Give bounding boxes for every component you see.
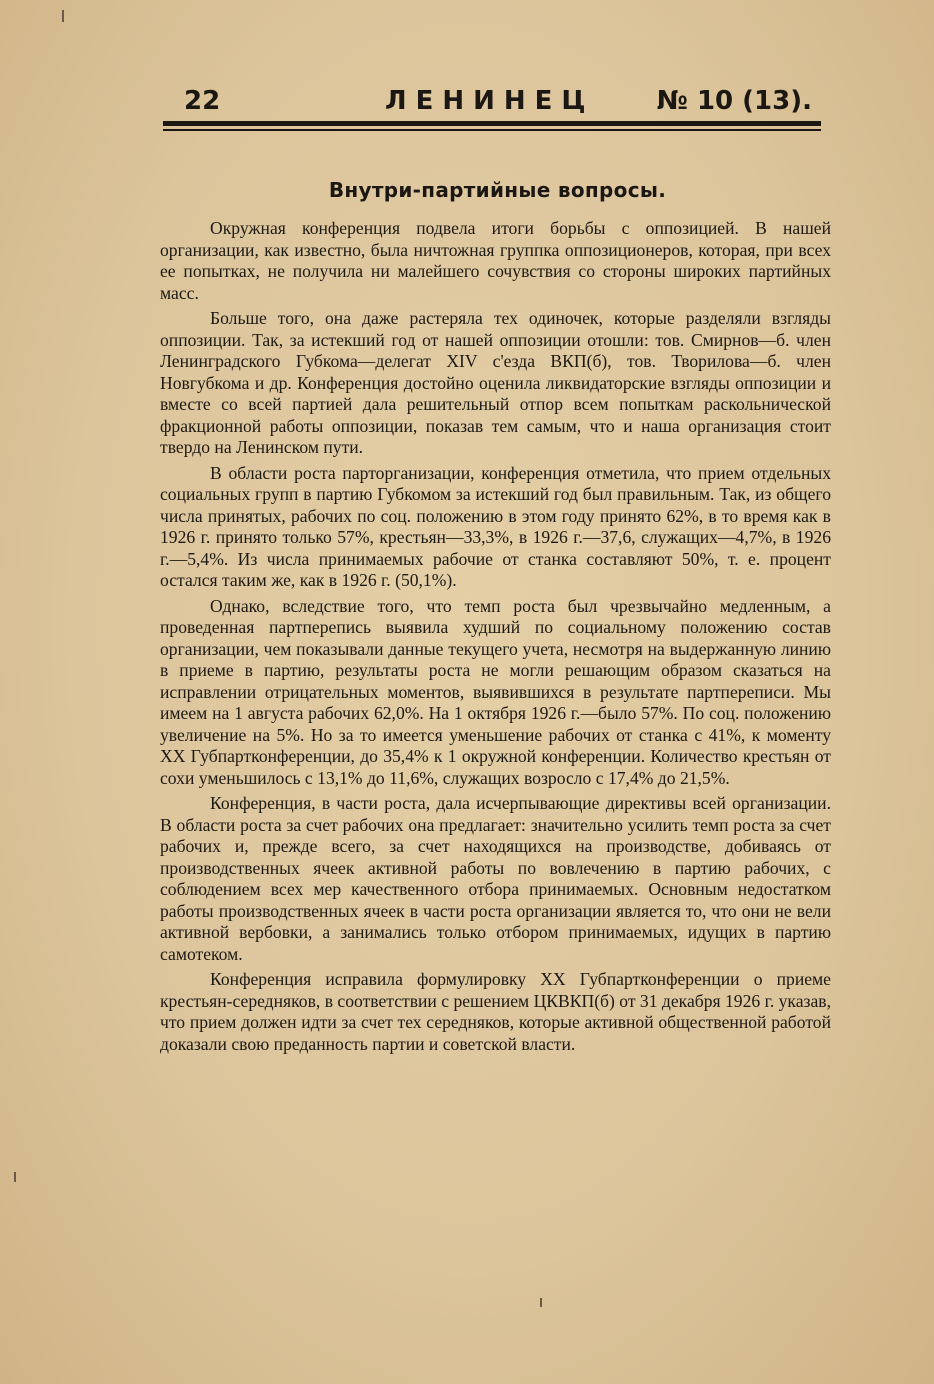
page-header: [160, 86, 820, 120]
header-rule-thin: [163, 129, 821, 131]
scan-speck: [540, 1298, 542, 1307]
article-title: Внутри-партийные вопросы.: [328, 178, 667, 202]
header-rule-thick: [163, 121, 821, 126]
article-body: [160, 218, 831, 1059]
page-number: 22: [184, 86, 221, 116]
paragraph: Конференция, в части роста, дала исчерпывающие директивы всей организации. В области роста за счет рабочих она предлагает: значительно усилить темп роста за счет рабочих и, прежде всего, за счет находящихся на производстве, добиваясь от производственных ячеек активной работы по вовлечению в партию рабочих, с соблюдением всех мер качественного отбора принимаемых. Основным недостатком работы производственных ячеек в части роста организации является то, что они не вели активной вербовки, а занимались только отбором принимаемых, идущих в партию самотеком.: [160, 793, 831, 964]
paragraph: Однако, вследствие того, что темп роста был чрезвычайно медленным, а проведенная партперепись выявила худший по социальному положению состав организации, чем показывали данные текущего учета, несмотря на выдержанную линию в приеме в партию, результаты роста не могли решающим образом сказаться на исправлении отрицательных моментов, выявившихся в результате партпереписи. Мы имеем на 1 августа рабочих 62,0%. На 1 октября 1926 г.—было 57%. По соц. положению увеличение на 5%. Но за то имеется уменьшение рабочих от станка с 41%, к моменту XX Губпартконференции, до 35,4% к 1 окружной конференции. Количество крестьян от сохи уменьшилось с 13,1% до 11,6%, служащих возросло с 17,4% до 21,5%.: [160, 595, 831, 788]
paragraph: Конференция исправила формулировку XX Губпартконференции о приеме крестьян-середняков, в соответствии с решением ЦКВКП(б) от 31 декабря 1926 г. указав, что прием должен идти за счет тех середняков, которые активной общественной работой доказали свою преданность партии и советской власти.: [160, 969, 831, 1054]
scan-speck: [62, 10, 64, 22]
issue-number: № 10 (13).: [656, 86, 812, 116]
paragraph: Больше того, она даже растеряла тех одиночек, которые разделяли взгляды оппозиции. Так, за истекший год от нашей оппозиции отошли: тов. Смирнов—б. член Ленинградского Губкома—делегат XIV с'езда ВКП(б), тов. Творилова—б. член Новгубкома и др. Конференция достойно оценила ликвидаторские взгляды оппозиции и вместе со всей партией дала решительный отпор всем попыткам раскольнической фракционной работы оппозиции, показав тем самым, что и наша организация стоит твердо на Ленинском пути.: [160, 308, 831, 457]
scan-speck: [14, 1172, 16, 1182]
masthead-title: ЛЕНИНЕЦ: [385, 86, 595, 116]
paragraph: Окружная конференция подвела итоги борьбы с оппозицией. В нашей организации, как известно, была ничтожная группка оппозиционеров, которая, при всех ее попытках, не получила ни малейшего сочувствия со стороны широких партийных масс.: [160, 218, 831, 303]
paragraph: В области роста парторганизации, конференция отметила, что прием отдельных социальных групп в партию Губкомом за истекший год был правильным. Так, из общего числа принятых, рабочих по соц. положению в этом году принято 62%, в то время как в 1926 г. принято только 57%, крестьян—33,3%, в 1926 г.—37,6, служащих—4,7%, в 1926 г.—5,4%. Из числа принимаемых рабочие от станка составляют 50%, т. е. процент остался таким же, как в 1926 г. (50,1%).: [160, 462, 831, 590]
